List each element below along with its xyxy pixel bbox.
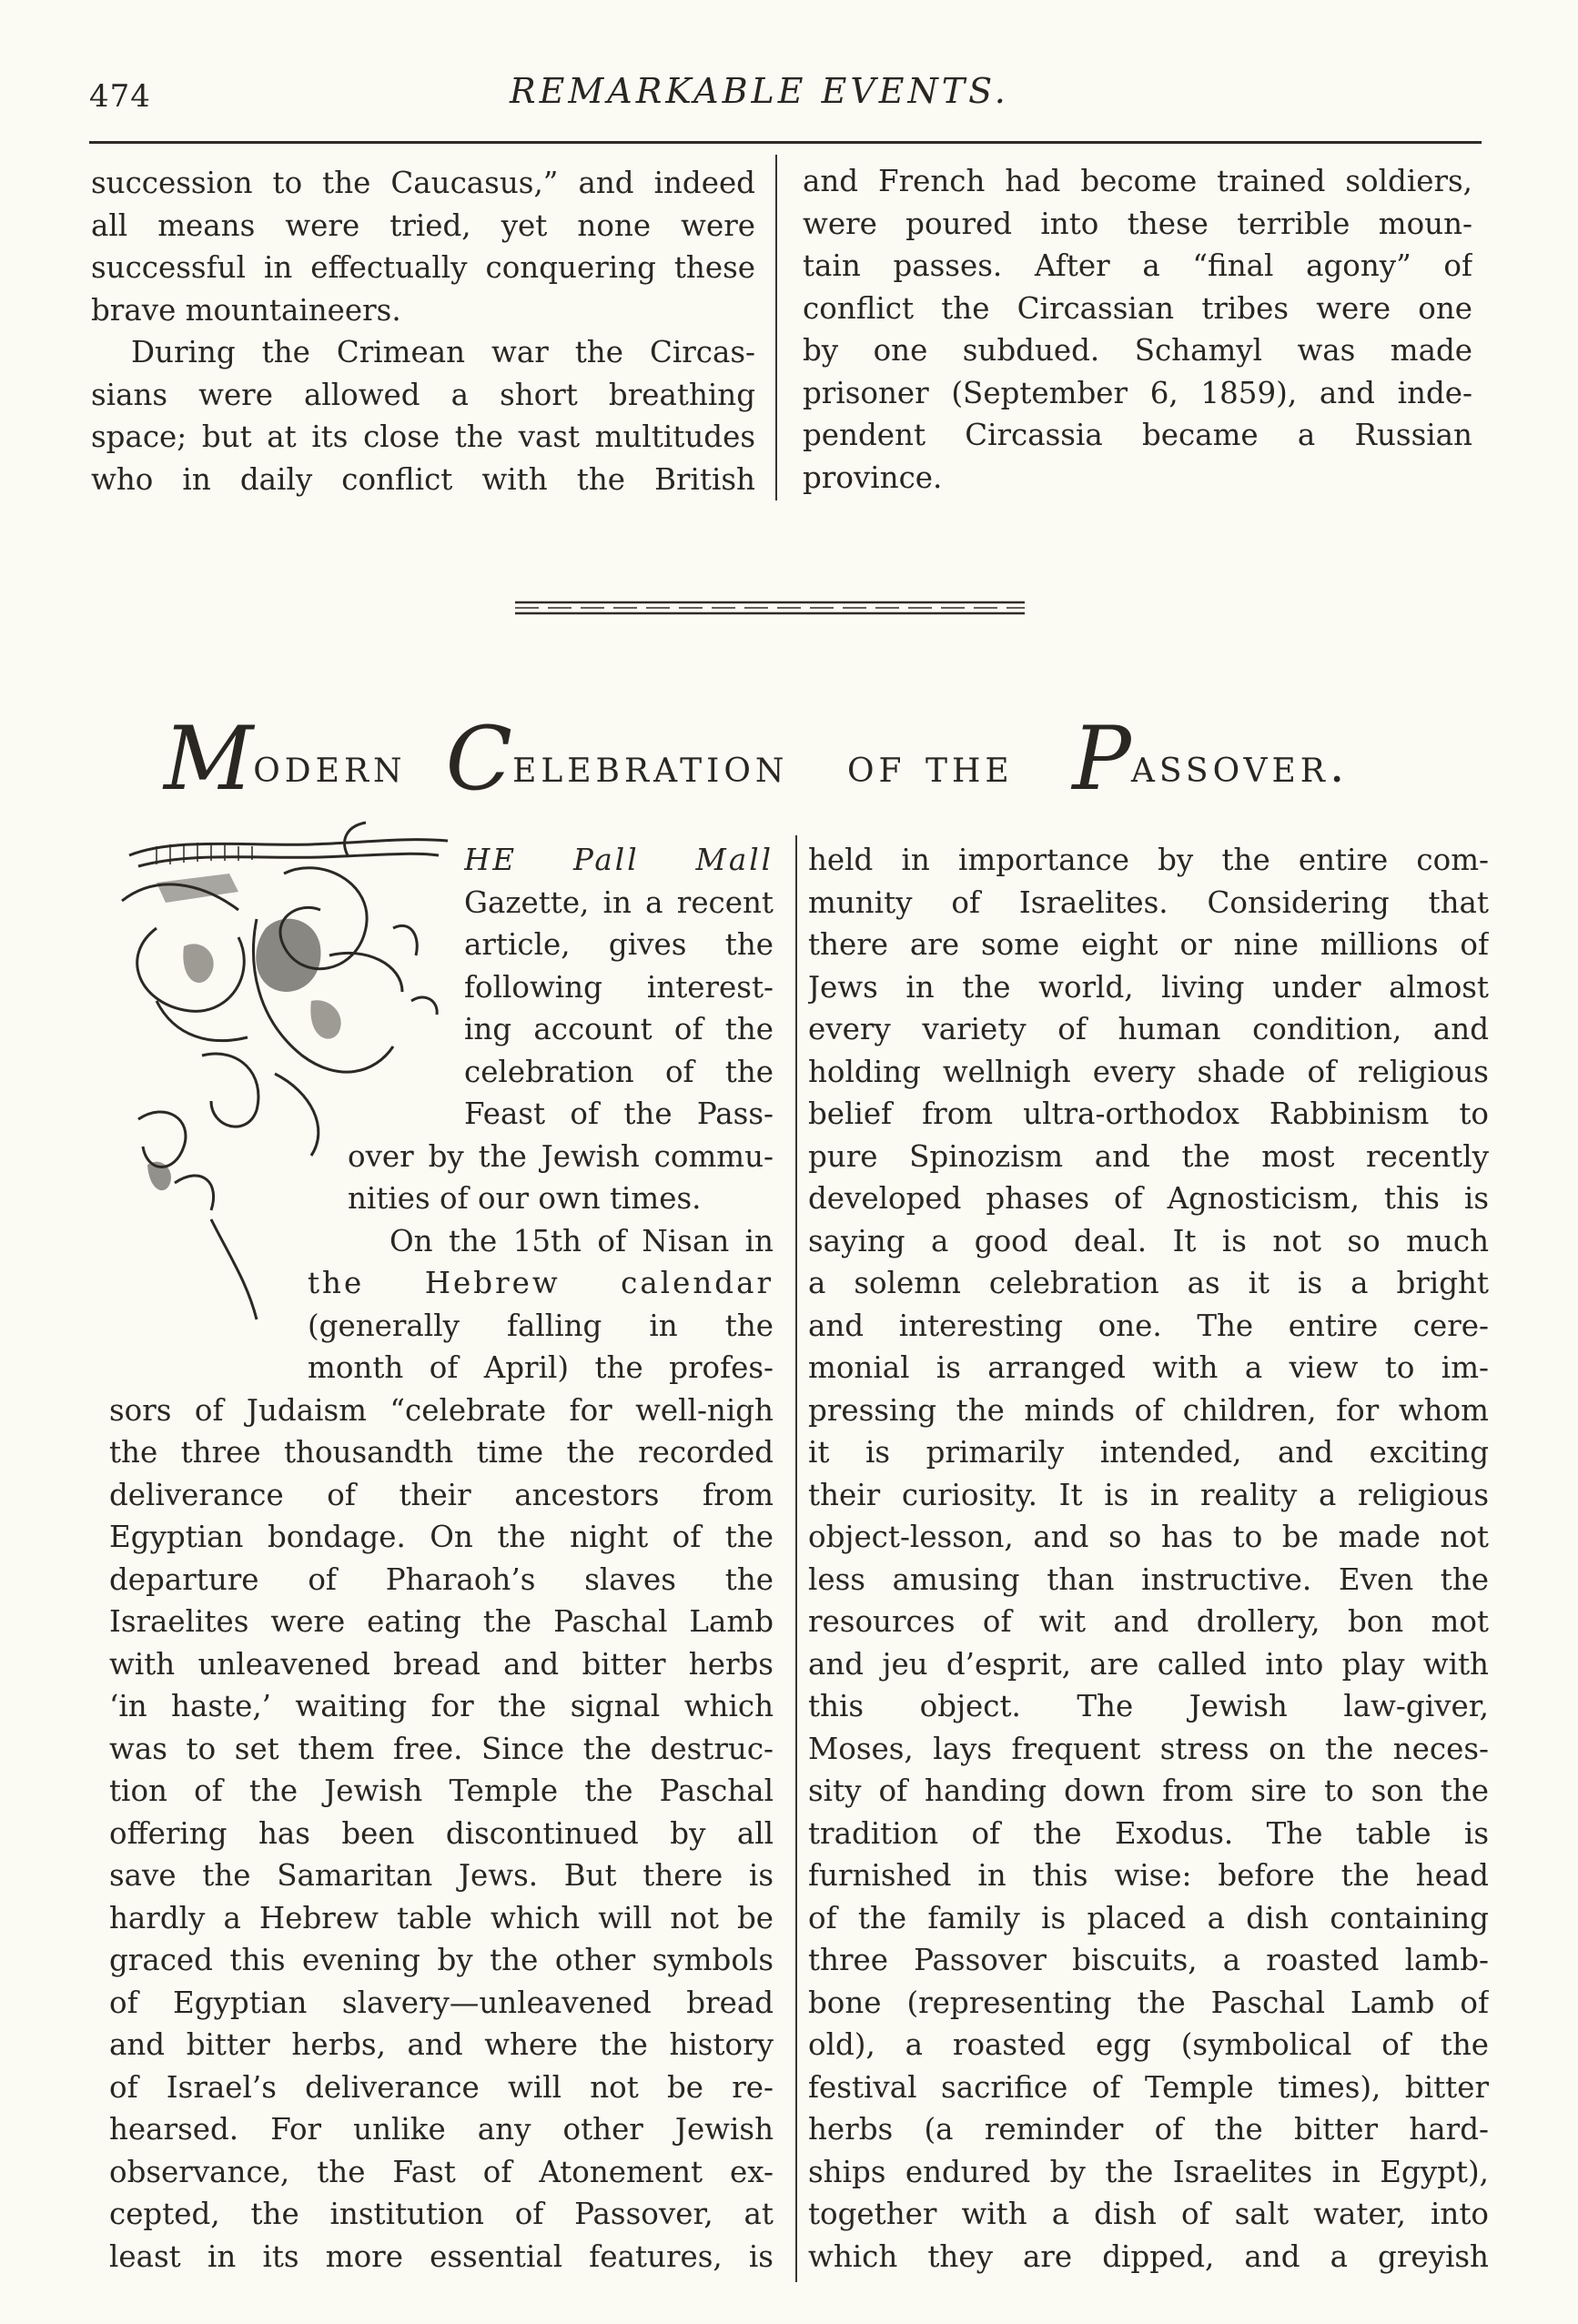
text-line: monial is arranged with a view to im- <box>808 1350 1489 1385</box>
text-line: Jews in the world, living under almost <box>808 969 1489 1005</box>
text-line: the Hebrew calendar <box>308 1266 774 1300</box>
text-line: sity of handing down from sire to son the <box>808 1773 1489 1808</box>
text-line: hardly a Hebrew table which will not be <box>109 1900 774 1935</box>
text-line: graced this evening by the other symbols <box>109 1943 774 1977</box>
text-line: tradition of the Exodus. The table is <box>808 1815 1489 1851</box>
text-line: who in daily conflict with the British <box>91 461 755 497</box>
text-line: tion of the Jewish Temple the Paschal <box>109 1773 774 1808</box>
text-line: it is primarily intended, and exciting <box>808 1435 1489 1470</box>
text-line: of Israel’s deliverance will not be re- <box>109 2069 774 2105</box>
text-line: together with a dish of salt water, into <box>808 2197 1489 2231</box>
text-line: of Egyptian slavery—unleavened bread <box>109 1985 774 2020</box>
text-line: the three thousandth time the recorded <box>109 1435 774 1470</box>
text-line: sors of Judaism “celebrate for well-nigh <box>109 1392 774 1428</box>
text-line: offering has been discontinued by all <box>109 1815 774 1851</box>
page-number: 474 <box>89 78 151 115</box>
text-line: was to set them free. Since the destruc- <box>109 1731 774 1766</box>
text-line: space; but at its close the vast multitudes <box>91 419 755 454</box>
text-line: and French had become trained soldiers, <box>803 164 1472 198</box>
article-title <box>164 701 1438 810</box>
text-line: Feast of the Pass- <box>464 1096 774 1131</box>
text-line: all means were tried, yet none were <box>91 207 755 243</box>
text-line-content: HE Pall Mall <box>464 843 774 877</box>
text-line: successful in effectually conquering these <box>91 250 755 285</box>
text-line: Israelites were eating the Paschal Lamb <box>109 1604 774 1639</box>
text-line: celebration of the <box>464 1054 774 1089</box>
section-separator <box>515 597 1025 619</box>
title-word: odern <box>253 739 407 793</box>
text-line: furnished in this wise: before the head <box>808 1858 1489 1893</box>
text-line: ing account of the <box>464 1012 774 1046</box>
text-line: (generally falling in the <box>308 1308 774 1343</box>
text-line: herbs (a reminder of the bitter hard- <box>808 2112 1489 2147</box>
column-divider <box>795 835 797 2282</box>
title-initial: C <box>445 708 513 810</box>
running-head: REMARKABLE EVENTS. <box>510 71 1009 111</box>
text-line: pendent Circassia became a Russian <box>803 418 1472 452</box>
text-line: by one subdued. Schamyl was made <box>803 333 1472 368</box>
text-line: During the Crimean war the Circas- <box>131 335 755 369</box>
text-line: with unleavened bread and bitter herbs <box>109 1646 774 1682</box>
text-line: least in its more essential features, is <box>109 2238 774 2274</box>
previous-article-left-column <box>91 162 755 500</box>
text-line: conflict the Circassian tribes were one <box>803 290 1472 326</box>
text-line: festival sacrifice of Temple times), bitter <box>808 2069 1489 2105</box>
text-line: ships endured by the Israelites in Egypt), <box>808 2154 1489 2189</box>
text-line: resources of wit and drollery, bon mot <box>808 1604 1489 1639</box>
text-line: over by the Jewish commu- <box>348 1138 774 1174</box>
text-line: there are some eight or nine millions of <box>808 927 1489 962</box>
article-left-column <box>109 839 774 2278</box>
text-line: article, gives the <box>464 927 774 962</box>
text-line <box>464 839 774 882</box>
text-line: tain passes. After a “final agony” of <box>803 248 1472 283</box>
text-line: Gazette, in a recent <box>464 884 774 920</box>
previous-article-right-column <box>803 160 1472 499</box>
article-right-column <box>808 839 1489 2278</box>
text-line: their curiosity. It is in reality a religious <box>808 1477 1489 1512</box>
text-line: prisoner (September 6, 1859), and inde- <box>803 375 1472 410</box>
text-line: nities of our own times. <box>348 1181 702 1216</box>
text-line: ‘in haste,’ waiting for the signal which <box>109 1689 774 1723</box>
text-line: were poured into these terrible moun- <box>803 206 1472 241</box>
title-word: assover. <box>1130 739 1350 793</box>
text-line: held in importance by the entire com- <box>808 843 1489 877</box>
text-line: save the Samaritan Jews. But there is <box>109 1858 774 1893</box>
text-line: following interest- <box>464 969 774 1005</box>
title-initial: P <box>1072 708 1131 810</box>
text-line: Moses, lays frequent stress on the neces- <box>808 1731 1489 1766</box>
text-line: hearsed. For unlike any other Jewish <box>109 2112 774 2147</box>
text-line: less amusing than instructive. Even the <box>808 1561 1489 1597</box>
text-line: observance, the Fast of Atonement ex- <box>109 2154 774 2189</box>
text-line: a solemn celebration as it is a bright <box>808 1266 1489 1300</box>
text-line: and bitter herbs, and where the history <box>109 2027 774 2062</box>
text-line: sians were allowed a short breathing <box>91 377 755 412</box>
text-line: pressing the minds of children, for whom <box>808 1392 1489 1428</box>
text-line: cepted, the institution of Passover, at <box>109 2197 774 2231</box>
title-initial: M <box>164 708 254 810</box>
text-line: object-lesson, and so has to be made not <box>808 1520 1489 1554</box>
text-line: which they are dipped, and a greyish <box>808 2238 1489 2274</box>
text-line: every variety of human condition, and <box>808 1012 1489 1046</box>
column-divider <box>775 155 777 500</box>
text-line: this object. The Jewish law-giver, <box>808 1689 1489 1723</box>
text-line: of the family is placed a dish containing <box>808 1900 1489 1935</box>
text-line: holding wellnigh every shade of religious <box>808 1054 1489 1089</box>
text-line: old), a roasted egg (symbolical of the <box>808 2027 1489 2062</box>
text-line: developed phases of Agnosticism, this is <box>808 1181 1489 1216</box>
text-line: On the 15th of Nisan in <box>389 1223 774 1258</box>
text-line: and interesting one. The entire cere- <box>808 1308 1489 1343</box>
text-line: Egyptian bondage. On the night of the <box>109 1520 774 1554</box>
title-word: elebration <box>512 739 789 793</box>
text-line: succession to the Caucasus,” and indeed <box>91 166 755 200</box>
header-rule <box>89 141 1482 144</box>
text-line: province. <box>803 460 943 495</box>
text-line: bone (representing the Paschal Lamb of <box>808 1985 1489 2020</box>
text-line: pure Spinozism and the most recently <box>808 1138 1489 1174</box>
title-word: of the <box>846 739 1014 793</box>
text-line: belief from ultra-orthodox Rabbinism to <box>808 1096 1489 1131</box>
text-line: deliverance of their ancestors from <box>109 1477 774 1512</box>
text-line: munity of Israelites. Considering that <box>808 884 1489 920</box>
text-line: brave mountaineers. <box>91 292 401 328</box>
text-line: and jeu d’esprit, are called into play with <box>808 1646 1489 1682</box>
text-line: saying a good deal. It is not so much <box>808 1223 1489 1258</box>
text-line: departure of Pharaoh’s slaves the <box>109 1561 774 1597</box>
text-line: month of April) the profes- <box>308 1350 774 1385</box>
text-line: three Passover biscuits, a roasted lamb- <box>808 1943 1489 1977</box>
